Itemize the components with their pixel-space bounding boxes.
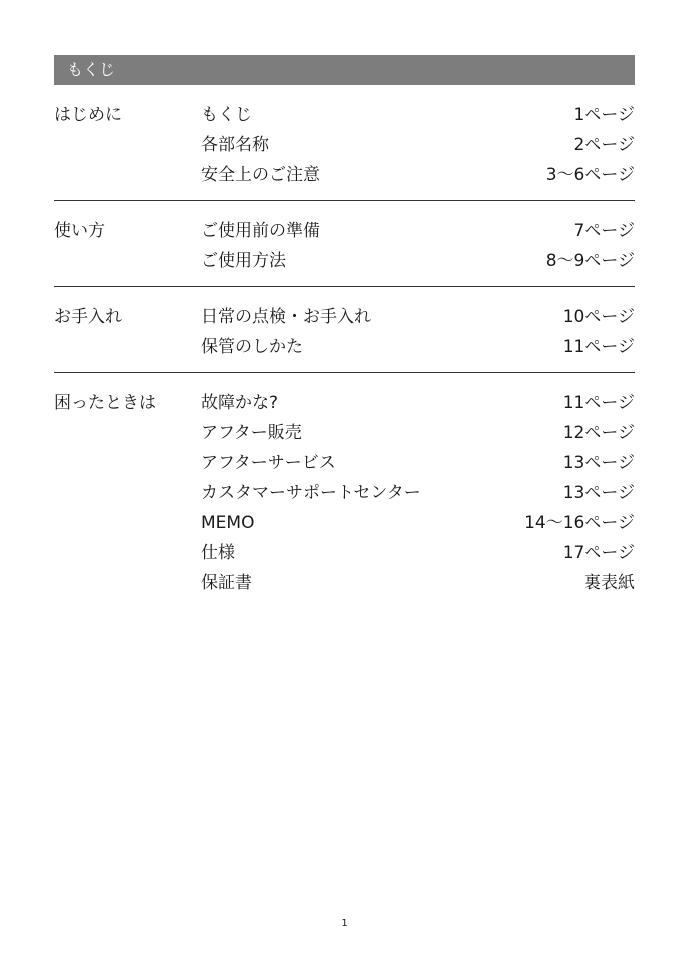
entry-page: 8〜9ページ xyxy=(545,251,635,271)
entry-page: 13ページ xyxy=(562,453,635,473)
table-of-contents xyxy=(54,55,635,608)
section-entries xyxy=(201,302,635,362)
entry-title: 日常の点検・お手入れ xyxy=(201,307,371,327)
entry-page: 13ページ xyxy=(562,483,635,503)
entry-title: カスタマーサポートセンター xyxy=(201,483,421,503)
toc-entry[interactable] xyxy=(201,508,635,538)
page-number: 1 xyxy=(341,918,348,929)
entry-title: 仕様 xyxy=(201,543,235,563)
toc-entry[interactable] xyxy=(201,388,635,418)
entry-page: 7ページ xyxy=(573,221,635,241)
entry-title: 故障かな? xyxy=(201,393,279,413)
entry-title: ご使用方法 xyxy=(201,251,286,271)
toc-entry[interactable] xyxy=(201,538,635,568)
toc-entry[interactable] xyxy=(201,302,635,332)
entry-page: 11ページ xyxy=(562,393,635,413)
toc-entry[interactable] xyxy=(201,418,635,448)
toc-entry[interactable] xyxy=(201,448,635,478)
entry-page: 11ページ xyxy=(562,337,635,357)
toc-entry[interactable] xyxy=(201,216,635,246)
entry-page: 14〜16ページ xyxy=(524,513,635,533)
entry-page: 2ページ xyxy=(573,135,635,155)
section-entries xyxy=(201,388,635,598)
section-label: 困ったときは xyxy=(54,393,156,413)
entry-title: アフターサービス xyxy=(201,453,336,473)
entry-title: もくじ xyxy=(201,105,252,125)
toc-entry[interactable] xyxy=(201,100,635,130)
entry-page: 10ページ xyxy=(562,307,635,327)
section-entries xyxy=(201,100,635,190)
toc-entry[interactable] xyxy=(201,246,635,276)
section-label: はじめに xyxy=(54,105,122,125)
section-label: お手入れ xyxy=(54,307,122,327)
section-entries xyxy=(201,216,635,276)
entry-title: MEMO xyxy=(201,513,255,533)
entry-title: ご使用前の準備 xyxy=(201,221,320,241)
toc-entry[interactable] xyxy=(201,478,635,508)
toc-entry[interactable] xyxy=(201,568,635,598)
toc-entry[interactable] xyxy=(201,160,635,190)
section-label: 使い方 xyxy=(54,221,105,241)
toc-entry[interactable] xyxy=(201,130,635,160)
entry-title: アフター販売 xyxy=(201,423,302,443)
toc-section-usage xyxy=(54,200,635,286)
entry-title: 保管のしかた xyxy=(201,337,303,357)
entry-page: 1ページ xyxy=(573,105,635,125)
entry-page: 裏表紙 xyxy=(584,573,635,593)
entry-page: 12ページ xyxy=(562,423,635,443)
toc-section-introduction xyxy=(54,85,635,200)
entry-title: 各部名称 xyxy=(201,135,269,155)
toc-section-care xyxy=(54,286,635,372)
toc-section-troubleshooting xyxy=(54,372,635,608)
entry-title: 保証書 xyxy=(201,573,252,593)
toc-entry[interactable] xyxy=(201,332,635,362)
entry-page: 17ページ xyxy=(562,543,635,563)
entry-title: 安全上のご注意 xyxy=(201,165,320,185)
entry-page: 3〜6ページ xyxy=(545,165,635,185)
toc-title: もくじ xyxy=(54,55,635,85)
